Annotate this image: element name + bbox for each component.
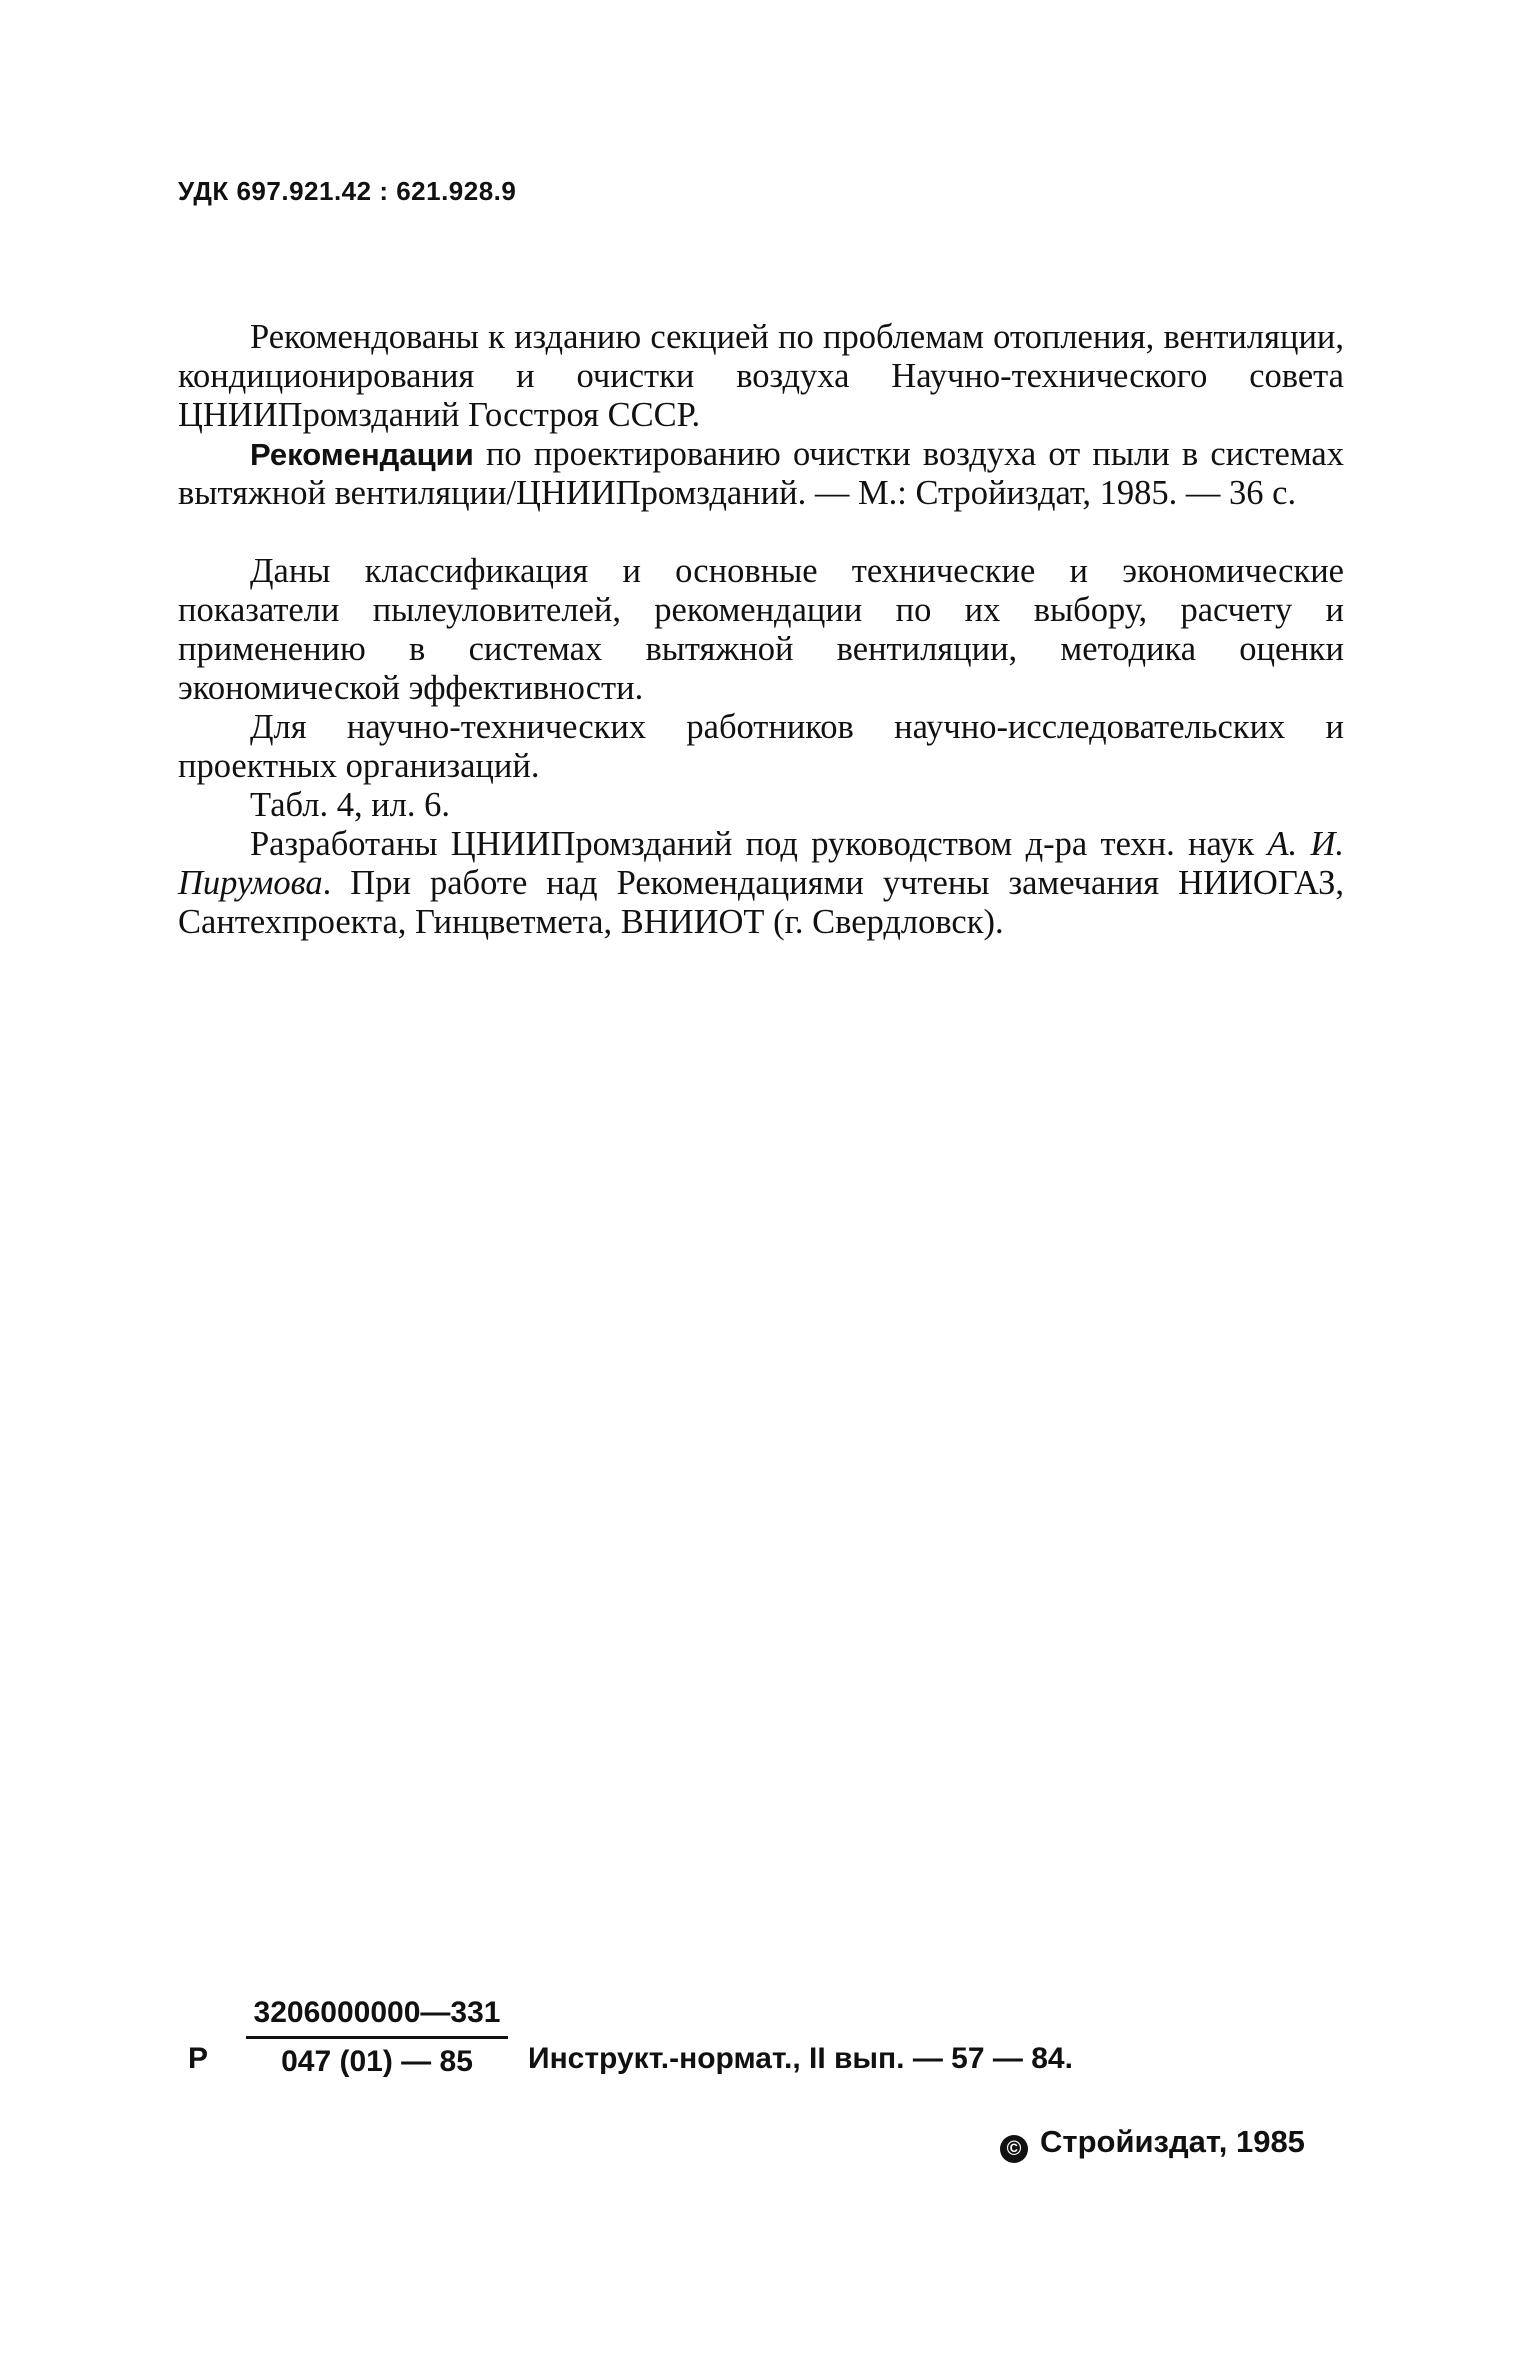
- tables-figures-note: Табл. 4, ил. 6.: [250, 786, 450, 824]
- citation-details: по проектированию очистки воздуха от пыли в системах вытяжной вентиляции/ЦНИИПромзданий. — М.: Стройиздат, 1985. — 36 с.: [178, 435, 1344, 512]
- developed-intro: Разработаны ЦНИИПромзданий под руководством д-ра техн. наук: [250, 825, 1268, 863]
- imprint-text: Инструкт.-нормат., II вып. — 57 — 84.: [528, 2042, 1073, 2075]
- fraction-bar: [246, 2036, 508, 2039]
- citation-title: Рекомендации: [250, 437, 474, 472]
- spacer: [178, 513, 1344, 552]
- imprint-letter: Р: [188, 2042, 209, 2075]
- author-name: А. И. Пирумова: [178, 825, 1344, 902]
- imprint-numerator: 3206000000—331: [253, 1996, 501, 2029]
- developed-remarks: . При работе над Рекомендациями учтены замечания НИИОГАЗ, Сантехпроекта, Гинцветмета, ВНИИОТ (г. Свердловск).: [178, 864, 1344, 941]
- abstract-paragraph: Даны классификация и основные технические и экономические показатели пылеуловителей, рекомендации по их выбору, расчету и применению в системах вытяжной вентиляции, методика оценки экономической эффективности.: [178, 552, 1344, 707]
- imprint-fraction: [246, 1996, 508, 2079]
- copyright-icon: ©: [1000, 2135, 1028, 2163]
- copyright-text: Стройиздат, 1985: [1040, 2124, 1305, 2159]
- recommendation-paragraph: Рекомендованы к изданию секцией по проблемам отопления, вентиляции, кондиционирования и очистки воздуха Научно-технического совета ЦНИИПромзданий Госстроя СССР.: [178, 318, 1344, 434]
- audience-paragraph: Для научно-технических работников научно-исследовательских и проектных организаций.: [178, 708, 1344, 785]
- udk-code: УДК 697.921.42 : 621.928.9: [178, 176, 517, 206]
- developed-paragraph: [178, 825, 1344, 942]
- front-matter: [178, 318, 1344, 942]
- copyright-line: [1000, 2124, 1305, 2163]
- imprint-denominator: 047 (01) — 85: [281, 2045, 473, 2078]
- citation-paragraph: [178, 435, 1344, 513]
